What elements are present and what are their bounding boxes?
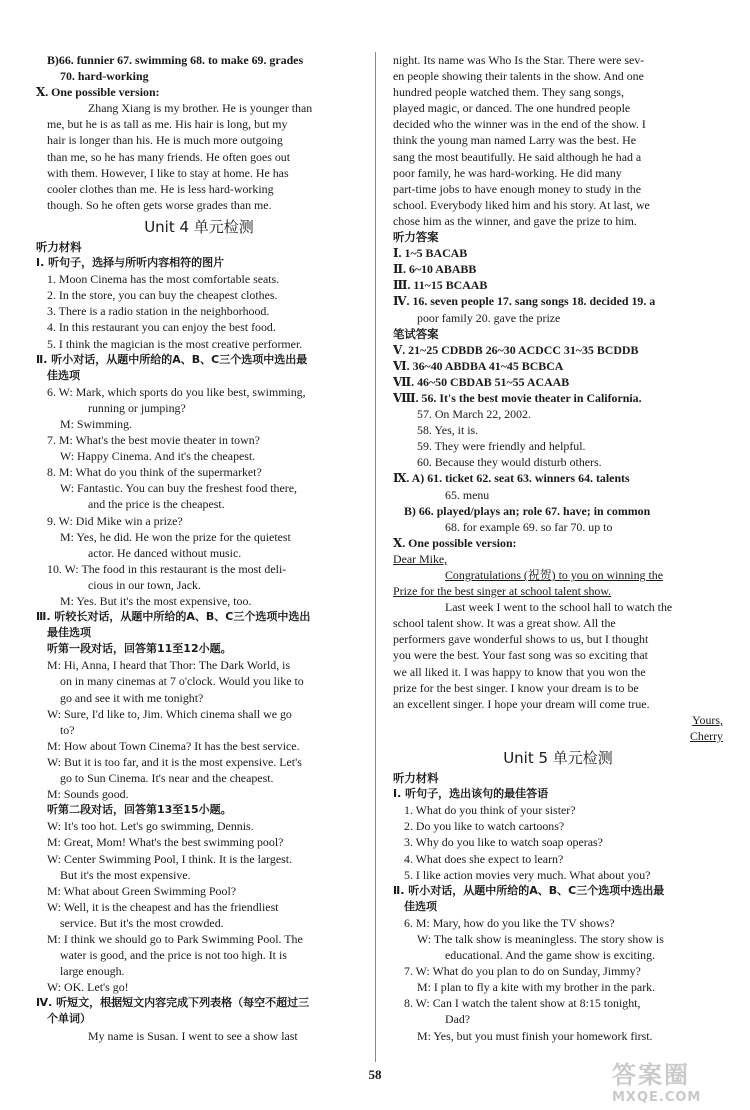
text-line: M: Sounds good. [47,787,129,802]
text-line: Zhang Xiang is my brother. He is younger than [88,101,313,116]
text-line: Ⅰ. 1~5 BACAB [393,246,468,261]
text-line: decided who the winner was in the end of the show. I [393,117,646,132]
text-line: M: How about Town Cinema? It has the best service. [47,738,300,753]
text-line: on in many cinemas at 7 o'clock. Would you like to [60,674,304,689]
text-line: school. Everybody liked him and his story. At last, we [393,197,650,212]
text-line: 65. menu [445,487,490,502]
text-line: 7. M: What's the best movie theater in town? [47,433,260,448]
text-line: night. Its name was Who Is the Star. There were sev- [393,53,645,67]
text-line: 6. M: Mary, how do you like the TV shows? [404,915,615,930]
text-line: 佳选项 [47,368,80,382]
watermark-chinese: 答案圈 [612,1061,690,1089]
text-line: educational. And the game show is exciting. [445,948,656,963]
text-line: W: Well, it is the cheapest and has the friendliest [47,899,279,914]
text-line: Congratulations (祝贺) to you on winning the [445,568,663,582]
text-line: W: OK. Let's go! [47,980,129,995]
text-line: M: I plan to fly a kite with my brother in the park. [417,980,656,995]
text-line: water is good, and the price is not too high. It is [60,948,287,963]
watermark-url: MXQE.COM [612,1090,702,1105]
text-line: 2. In the store, you can buy the cheapest clothes. [47,288,278,303]
text-line: M: What about Green Swimming Pool? [47,883,237,898]
text-line: go and see it with me tonight? [60,690,204,705]
text-line: W: But it is too far, and it is the most expensive. Let's [47,754,302,769]
text-line: running or jumping? [88,400,186,415]
text-line: 8. W: Can I watch the talent show at 8:15 tonight, [404,996,641,1011]
text-line: 3. Why do you like to watch soap operas? [404,835,603,850]
text-line: Prize for the best singer at school talent show. [393,584,612,599]
text-line: 7. W: What do you plan to do on Sunday, Jimmy? [404,964,641,979]
text-line: Ⅲ. 听较长对话，从题中所给的A、B、C三个选项中选出 [36,610,311,624]
text-line: M: Hi, Anna, I heard that Thor: The Dark World, is [47,658,291,673]
text-line: Dear Mike, [393,551,448,566]
text-line: Unit 4 单元检测 [144,217,254,236]
text-line: W: Happy Cinema. And it's the cheapest. [60,449,256,464]
text-line: W: It's too hot. Let's go swimming, Dennis. [47,819,254,834]
text-line: poor family 20. gave the prize [417,310,561,325]
text-line: 70. hard-working [60,69,149,84]
text-line: large enough. [60,964,125,979]
text-line: go to Sun Cinema. It's near and the cheapest. [60,771,274,786]
text-line: Ⅰ. 听句子，选出该句的最佳答语 [393,787,549,801]
text-line: Ⅱ. 6~10 ABABB [393,262,477,277]
text-line: an excellent singer. I hope your dream will come true. [393,696,650,711]
text-line: W: The talk show is meaningless. The story show is [417,931,664,946]
text-line: actor. He danced without music. [88,545,242,560]
text-line: en people showing their talents in the show. And one [393,69,644,84]
text-line: to? [60,722,75,737]
text-line: service. But it's the most crowded. [60,915,224,930]
text-line: My name is Susan. I went to see a show last [88,1028,298,1043]
text-line: M: Swimming. [60,416,133,431]
text-line: 8. M: What do you think of the supermarket? [47,465,262,480]
text-line: cious in our town, Jack. [88,577,201,592]
text-line: B)66. funnier 67. swimming 68. to make 69. grades [47,53,304,67]
watermark-logo [612,1055,738,1103]
text-line: 听力答案 [393,230,439,245]
text-line: cooler clothes than me. He is less hard-working [47,181,274,196]
text-line: poor family, he was hard-working. He did many [393,165,622,180]
text-line: 10. W: The food in this restaurant is the most deli- [47,561,287,576]
text-line: 9. W: Did Mike win a prize? [47,513,183,528]
left-column [36,52,362,1044]
text-line: 3. There is a radio station in the neighborhood. [47,304,270,319]
text-line: than me, so he has many friends. He often goes out [47,149,291,164]
text-line: 听第二段对话，回答第13至15小题。 [47,803,232,817]
text-line: Ⅴ. 21~25 CDBDB 26~30 ACDCC 31~35 BCDDB [393,342,639,357]
text-line: 57. On March 22, 2002. [417,407,531,422]
text-line: W: Sure, I'd like to, Jim. Which cinema shall we go [47,706,292,721]
text-line: W: Fantastic. You can buy the freshest food there, [60,481,297,496]
text-line: 听力材料 [393,771,439,786]
text-line: Ⅱ. 听小对话，从题中所给的A、B、C三个选项中选出最 [36,352,308,366]
text-line: Ⅵ. 36~40 ABDBA 41~45 BCBCA [393,358,564,373]
text-line: Ⅷ. 56. It's the best movie theater in California. [393,390,642,405]
text-line: 佳选项 [404,899,437,913]
text-line: M: Yes. But it's the most expensive, too. [60,594,252,608]
text-line: M: I think we should go to Park Swimming Pool. The [47,931,303,946]
text-line: Ⅹ. One possible version: [393,535,517,550]
text-line: chose him as the winner, and gave the prize to him. [393,213,637,228]
text-line: sang the most beautifully. He said although he had a [393,149,642,164]
text-line: me, but he is as tall as me. His hair is long, but my [47,117,288,132]
text-line: hundred people watched them. They sang songs, [393,85,624,100]
text-line: 听力材料 [36,239,82,254]
text-line: performers gave wonderful shows to us, but I thought [393,632,649,647]
text-line: 59. They were friendly and helpful. [417,439,586,454]
text-line: 1. What do you think of your sister? [404,803,576,818]
text-line: Ⅲ. 11~15 BCAAB [393,278,488,293]
text-line: W: Center Swimming Pool, I think. It is the largest. [47,851,293,866]
column-divider [375,52,376,1062]
text-line: hair is longer than his. He is much more outgoing [47,133,283,148]
text-line: 60. Because they would disturb others. [417,455,602,470]
text-line: Ⅹ. One possible version: [36,85,160,100]
text-line: 个单词） [47,1012,91,1026]
text-line: Yours, [692,712,723,727]
right-column [393,52,723,1044]
text-line: Ⅶ. 46~50 CBDAB 51~55 ACAAB [393,374,570,389]
text-line: with them. However, I like to stay at home. He has [47,165,289,180]
page-number: 58 [368,1067,382,1082]
text-line: 6. W: Mark, which sports do you like best, swimming, [47,384,306,399]
text-line: M: Yes, he did. He won the prize for the quietest [60,529,291,544]
text-line: we all liked it. I was happy to know that you won the [393,664,646,679]
text-line: 听第一段对话，回答第11至12小题。 [47,642,232,656]
text-line: think the young man named Larry was the best. He [393,133,637,148]
text-line: and the price is the cheapest. [88,497,225,512]
text-line: 4. What does she expect to learn? [404,851,564,866]
text-line: Ⅱ. 听小对话，从题中所给的A、B、C三个选项中选出最 [393,883,665,897]
text-line: you were the best. Your fast song was so exciting that [393,648,648,663]
text-line: 笔试答案 [393,326,439,341]
text-line: Ⅰ. 听句子，选择与所听内容相符的图片 [36,256,225,270]
text-line: 最佳选项 [47,626,91,640]
text-line: M: Yes, but you must finish your homework first. [417,1028,653,1043]
text-line: 5. I think the magician is the most creative performer. [47,336,303,351]
text-line: though. So he often gets worse grades than me. [47,197,272,212]
text-line: Unit 5 单元检测 [503,749,613,768]
text-line: part-time jobs to have enough money to study in the [393,181,642,196]
text-line: 2. Do you like to watch cartoons? [404,819,565,834]
text-line: B) 66. played/plays an; role 67. have; in common [404,503,651,518]
text-line: Last week I went to the school hall to watch the [445,600,673,615]
text-line: But it's the most expensive. [60,867,191,882]
text-line: prize for the best singer. I know your dream is to be [393,680,639,695]
text-line: Cherry [689,728,723,743]
text-line: school talent show. It was a great show. All the [393,616,616,631]
text-line: Ⅸ. A) 61. ticket 62. seat 63. winners 64. talents [393,471,630,486]
text-line: 4. In this restaurant you can enjoy the best food. [47,320,276,335]
text-line: played magic, or danced. The one hundred people [393,101,631,116]
text-line: Ⅳ. 16. seven people 17. sang songs 18. decided 19. a [393,294,656,309]
text-line: 68. for example 69. so far 70. up to [445,519,613,534]
text-line: M: Great, Mom! What's the best swimming pool? [47,835,284,850]
text-line: 1. Moon Cinema has the most comfortable seats. [47,272,280,287]
text-line: Ⅳ. 听短文，根据短文内容完成下列表格（每空不超过三 [36,996,310,1010]
text-line: Dad? [445,1012,471,1027]
text-line: 5. I like action movies very much. What about you? [404,867,651,882]
text-line: 58. Yes, it is. [417,423,479,438]
